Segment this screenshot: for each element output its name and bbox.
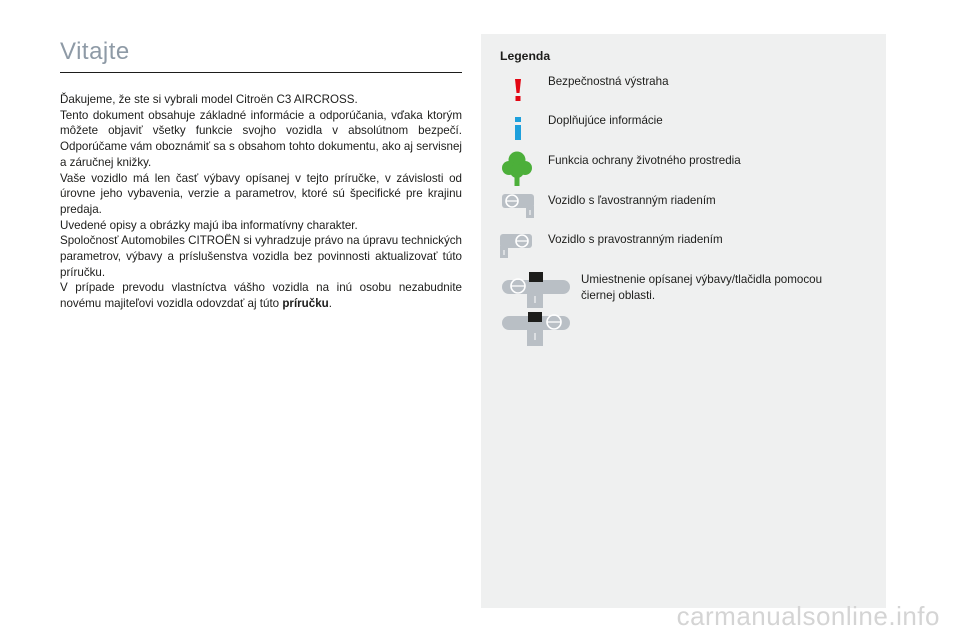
watermark: carmanualsonline.info xyxy=(676,601,940,631)
manual-emphasis: príručku xyxy=(282,297,329,311)
intro-paragraph: Ďakujeme, že ste si vybrali model Citroën C3 AIRCROSS. xyxy=(60,93,358,106)
exclamation-icon xyxy=(511,78,525,102)
intro-text xyxy=(60,92,462,312)
legend-label-lhd: Vozidlo s ľavostranným riadením xyxy=(548,194,716,207)
legend-label-dashboard: Umiestnenie opísanej výbavy/tlačidla pomocou čiernej oblasti. xyxy=(581,273,823,302)
last-paragraph-text: V prípade prevodu vlastníctva vášho vozidla na inú osobu nezabudnite novému majiteľovi vozidla odovzdať aj túto xyxy=(60,281,462,311)
legend-label-eco: Funkcia ochrany životného prostredia xyxy=(548,154,741,167)
intro-paragraph-last xyxy=(60,280,462,311)
lhd-steering-icon xyxy=(502,191,534,219)
legend-label-warning: Bezpečnostná výstraha xyxy=(548,75,669,88)
legend-title: Legenda xyxy=(500,49,551,63)
legend-label-info: Doplňujúce informácie xyxy=(548,114,663,127)
intro-paragraph: Uvedené opisy a obrázky majú iba informatívny charakter. xyxy=(60,218,358,232)
intro-paragraph: Tento dokument obsahuje základné informácie a odporúčania, vďaka ktorým môžete objaviť všetky funkcie svojho vozidla v absolútnom bezpečí. Odporúčame vám oboznámiť sa s obsahom tohto dokumentu, ako aj servisnej a záručnej knižky. xyxy=(60,108,462,169)
info-icon xyxy=(511,117,525,141)
rhd-steering-icon xyxy=(500,231,532,259)
legend-panel xyxy=(481,34,886,608)
dashboard-zone-rhd-icon xyxy=(502,311,570,349)
intro-paragraph: Vaše vozidlo má len časť výbavy opísanej v tejto príručke, v závislosti od úrovne jeho vybavenia, verzie a parametrov, ktoré sú špecifické pre krajinu predaja. xyxy=(60,171,462,216)
dashboard-zone-icon xyxy=(502,271,570,309)
legend-label-rhd: Vozidlo s pravostranným riadením xyxy=(548,233,723,246)
intro-paragraph: Spoločnosť Automobiles CITROËN si vyhradzuje právo na úpravu technických parametrov, výbavy a príslušenstva vozidla bez povinnosti aktualizovať túto príručku. xyxy=(60,234,462,279)
last-paragraph-end: . xyxy=(328,297,332,311)
page-title: Vitajte xyxy=(60,38,130,65)
tree-icon xyxy=(502,151,532,187)
title-divider xyxy=(60,72,462,73)
